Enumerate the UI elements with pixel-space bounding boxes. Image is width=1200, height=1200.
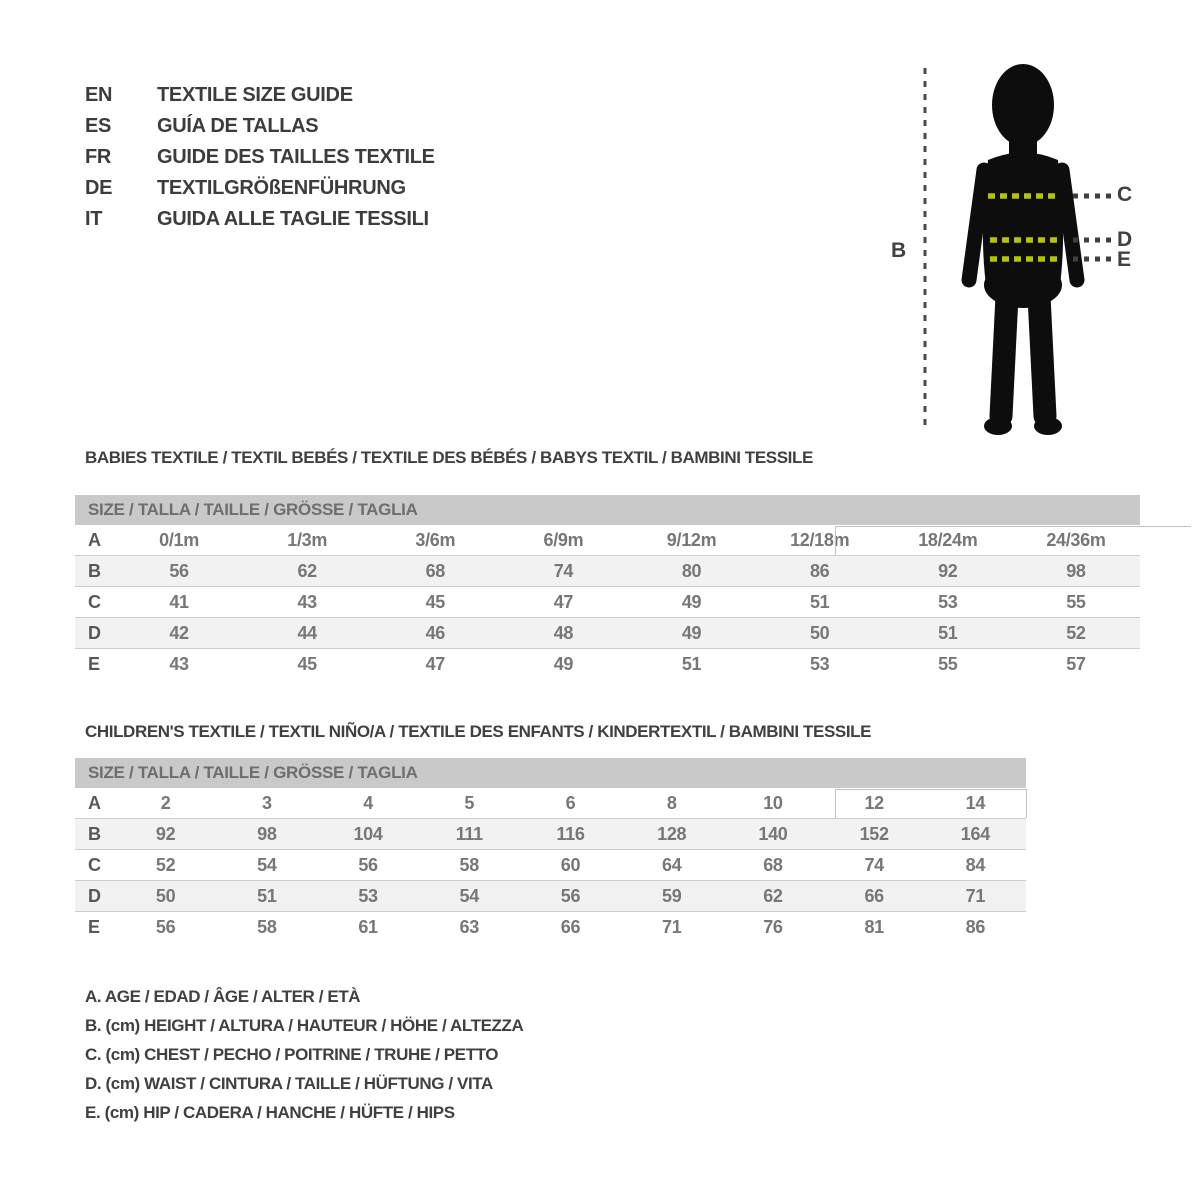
table-cell: 51 [681,654,702,674]
table-row-B [75,555,1140,586]
table-cell: 92 [938,561,958,581]
table-cell: 116 [556,824,585,844]
table-cell: 4 [363,793,373,813]
table-cell: 71 [662,917,682,937]
child-silhouette-figure [860,40,1200,470]
silhouette-leg-right [1039,296,1045,416]
table-cell: 63 [459,917,479,937]
table-cell: 45 [297,654,317,674]
silhouette-foot-right [1034,417,1062,435]
table-row-B [75,818,1026,849]
table-cell: 3/6m [415,530,456,550]
height-label: B [891,239,907,262]
language-title-list [85,80,435,235]
row-label: A [88,530,101,550]
table-cell: 111 [455,824,483,844]
legend-height: B. (cm) HEIGHT / ALTURA / HAUTEUR / HÖHE / ALTEZZA [85,1016,524,1035]
chest-label: C [1117,183,1133,206]
table-cell: 68 [425,561,446,581]
silhouette-arm-left [969,170,984,280]
table-cell: 12/18m [790,530,850,550]
table-cell: 0/1m [159,530,199,550]
table-cell: 41 [169,592,189,612]
table-cell: 64 [662,855,682,875]
legend-chest: C. (cm) CHEST / PECHO / POITRINE / TRUHE / PETTO [85,1045,499,1064]
table-row-E [75,648,1140,679]
table-cell: 43 [169,654,189,674]
children-size-table [75,758,1026,942]
table-cell: 60 [560,855,581,875]
table-cell: 51 [938,623,958,643]
table-cell: 42 [169,623,189,643]
table-row-A [75,788,1026,818]
table-cell: 86 [965,917,986,937]
table-cell: 140 [758,824,788,844]
babies-table-body [75,525,1140,679]
table-cell: 56 [169,561,189,581]
table-cell: 152 [859,824,889,844]
row-label: E [88,917,100,937]
table-cell: 3 [261,793,272,813]
table-cell: 76 [763,917,783,937]
row-label: B [88,824,101,844]
table-cell: 53 [938,592,958,612]
lang-title: GUIDA ALLE TAGLIE TESSILI [157,208,429,230]
table-cell: 14 [965,793,986,813]
table-cell: 62 [297,561,317,581]
lang-code: FR [85,146,112,168]
table-cell: 54 [257,855,277,875]
silhouette-foot-left [984,417,1012,435]
table-cell: 71 [965,886,986,906]
table-cell: 49 [553,654,574,674]
table-cell: 66 [864,886,884,906]
table-cell: 56 [155,917,176,937]
lang-title: TEXTILGRÖßENFÜHRUNG [157,177,406,199]
table-cell: 66 [560,917,581,937]
table-cell: 80 [681,561,702,581]
table-cell: 49 [681,592,702,612]
table-cell: 74 [864,855,884,875]
table-cell: 59 [662,886,682,906]
legend-hip: E. (cm) HIP / CADERA / HANCHE / HÜFTE / HIPS [85,1103,455,1122]
table-row-A [75,525,1140,555]
row-label: D [88,886,101,906]
table-cell: 43 [297,592,317,612]
babies-size-header-bar: SIZE / TALLA / TAILLE / GRÖSSE / TAGLIA [75,495,1140,525]
table-cell: 51 [809,592,830,612]
table-cell: 48 [553,623,574,643]
table-cell: 9/12m [666,530,717,550]
table-cell: 5 [464,793,475,813]
babies-size-table [75,495,1140,679]
silhouette-leg-left [1001,296,1007,416]
table-cell: 18/24m [918,530,978,550]
table-cell: 50 [809,623,830,643]
table-cell: 56 [358,855,378,875]
table-cell: 54 [459,886,479,906]
table-cell: 55 [1066,592,1086,612]
table-cell: 45 [425,592,446,612]
table-cell: 8 [666,793,677,813]
lang-title: GUIDE DES TAILLES TEXTILE [157,146,435,168]
table-cell: 51 [257,886,277,906]
table-cell: 10 [763,793,783,813]
table-cell: 58 [257,917,277,937]
table-cell: 2 [160,793,171,813]
table-cell: 52 [1066,623,1086,643]
legend-age: A. AGE / EDAD / ÂGE / ALTER / ETÀ [85,987,361,1006]
row-label: E [88,654,100,674]
table-cell: 50 [155,886,176,906]
row-label: D [88,623,101,643]
table-row-D [75,880,1026,911]
table-cell: 74 [553,561,574,581]
table-cell: 1/3m [287,530,328,550]
table-cell: 52 [155,855,176,875]
table-row-C [75,586,1140,617]
table-cell: 53 [358,886,378,906]
table-cell: 84 [965,855,986,875]
legend-waist: D. (cm) WAIST / CINTURA / TAILLE / HÜFTUNG / VITA [85,1074,493,1093]
lang-code: DE [85,177,113,199]
row-label: C [88,855,101,875]
table-cell: 81 [864,917,884,937]
measurement-legend [85,982,523,1127]
table-cell: 56 [560,886,581,906]
table-cell: 47 [425,654,446,674]
row-label: B [88,561,101,581]
table-cell: 68 [763,855,783,875]
lang-title: GUÍA DE TALLAS [157,115,319,137]
table-row-E [75,911,1026,942]
table-cell: 47 [553,592,574,612]
table-cell: 58 [459,855,479,875]
children-table-body [75,788,1026,942]
table-cell: 12 [864,793,884,813]
table-cell: 46 [425,623,446,643]
silhouette-head [992,64,1054,146]
lang-code: IT [85,208,103,230]
table-cell: 92 [155,824,176,844]
table-cell: 164 [960,824,990,844]
lang-code: ES [85,115,112,137]
table-cell: 53 [809,654,830,674]
hip-label: E [1117,248,1132,271]
lang-title: TEXTILE SIZE GUIDE [157,84,353,106]
table-cell: 98 [1066,561,1086,581]
table-cell: 62 [763,886,783,906]
waist-label: D [1117,228,1133,251]
table-row-D [75,617,1140,648]
silhouette-arm-right [1062,170,1077,280]
babies-section-heading: BABIES TEXTILE / TEXTIL BEBÉS / TEXTILE DES BÉBÉS / BABYS TEXTIL / BAMBINI TESSILE [85,448,813,467]
children-section-heading: CHILDREN'S TEXTILE / TEXTIL NIÑO/A / TEXTILE DES ENFANTS / KINDERTEXTIL / BAMBINI TESSILE [85,722,872,741]
table-cell: 6/9m [543,530,584,550]
children-size-header-bar: SIZE / TALLA / TAILLE / GRÖSSE / TAGLIA [75,758,1026,788]
lang-code: EN [85,84,113,106]
table-cell: 6 [565,793,576,813]
row-label: A [88,793,101,813]
table-cell: 49 [681,623,702,643]
table-cell: 98 [257,824,277,844]
table-cell: 86 [809,561,830,581]
table-cell: 44 [297,623,317,643]
table-row-C [75,849,1026,880]
table-cell: 57 [1066,654,1086,674]
child-silhouette [969,64,1077,435]
table-cell: 55 [938,654,958,674]
table-cell: 104 [353,824,383,844]
table-cell: 128 [657,824,687,844]
table-cell: 61 [358,917,378,937]
table-cell: 24/36m [1046,530,1106,550]
row-label: C [88,592,101,612]
